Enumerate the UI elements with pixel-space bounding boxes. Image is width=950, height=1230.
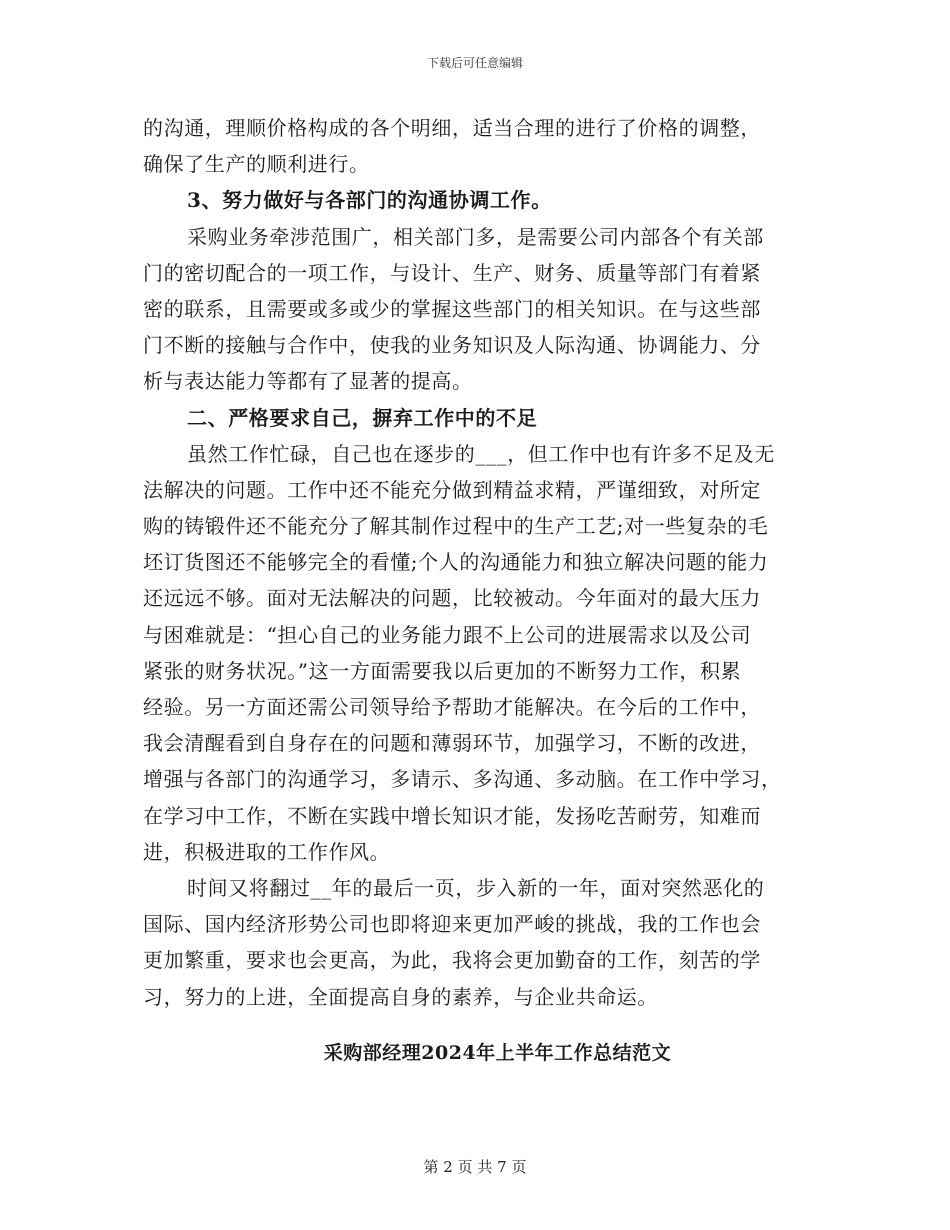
text-line: 与困难就是：“担心自己的业务能力跟不上公司的进展需求以及公司 <box>143 622 752 647</box>
text-line: 习，努力的上进，全面提高自身的素养，与企业共命运。 <box>143 984 658 1009</box>
section-heading: 3、努力做好与各部门的沟通协调工作。 <box>187 188 552 213</box>
text-line: 密的联系，且需要或多或少的掌握这些部门的相关知识。在与这些部 <box>143 296 761 321</box>
text-line: 确保了生产的顺利进行。 <box>143 152 370 177</box>
text-line: 国际、国内经济形势公司也即将迎来更加严峻的挑战，我的工作也会 <box>143 912 761 937</box>
text-line: 经验。另一方面还需公司领导给予帮助才能解决。在今后的工作中， <box>143 695 761 719</box>
text-line: 门的密切配合的一项工作，与设计、生产、财务、质量等部门有着紧 <box>143 260 761 285</box>
text-line: 法解决的问题。工作中还不能充分做到精益求精，严谨细致，对所定 <box>143 477 761 502</box>
text-line: 我会清醒看到自身存在的问题和薄弱环节，加强学习，不断的改进， <box>143 731 761 756</box>
text-line: 时间又将翻过__年的最后一页，步入新的一年，面对突然恶化的 <box>187 875 765 900</box>
text-line: 的沟通，理顺价格构成的各个明细，适当合理的进行了价格的调整， <box>143 116 761 140</box>
text-line: 购的铸锻件还不能充分了解其制作过程中的生产工艺;对一些复杂的毛 <box>143 514 769 539</box>
text-line: 采购业务牵涉范围广，相关部门多，是需要公司内部各个有关部 <box>187 224 764 249</box>
text-line: 紧张的财务状况。”这一方面需要我以后更加的不断努力工作，积累 <box>143 658 742 683</box>
document-title: 采购部经理2024年上半年工作总结范文 <box>323 1042 672 1064</box>
section-heading: 二、严格要求自己，摒弃工作中的不足 <box>187 405 538 430</box>
text-line: 门不断的接触与合作中，使我的业务知识及人际沟通、协调能力、分 <box>143 333 761 358</box>
page-number: 第 2 页 共 7 页 <box>423 1158 527 1176</box>
text-line: 还远远不够。面对无法解决的问题，比较被动。今年面对的最大压力 <box>143 586 761 611</box>
text-line: 在学习中工作，不断在实践中增长知识才能，发扬吃苦耐劳，知难而 <box>143 803 761 828</box>
text-line: 析与表达能力等都有了显著的提高。 <box>143 369 473 394</box>
text-line: 虽然工作忙碌，自己也在逐步的___，但工作中也有许多不足及无 <box>187 441 775 466</box>
text-line: 进，积极进取的工作作风。 <box>143 839 391 864</box>
text-line: 增强与各部门的沟通学习，多请示、多沟通、多动脑。在工作中学习， <box>143 767 782 792</box>
header-note: 下载后可任意编辑 <box>426 56 523 70</box>
text-line: 更加繁重，要求也会更高，为此，我将会更加勤奋的工作，刻苦的学 <box>143 948 761 973</box>
body-text <box>143 110 803 1015</box>
text-line: 坯订货图还不能够完全的看懂;个人的沟通能力和独立解决问题的能力 <box>143 550 769 575</box>
